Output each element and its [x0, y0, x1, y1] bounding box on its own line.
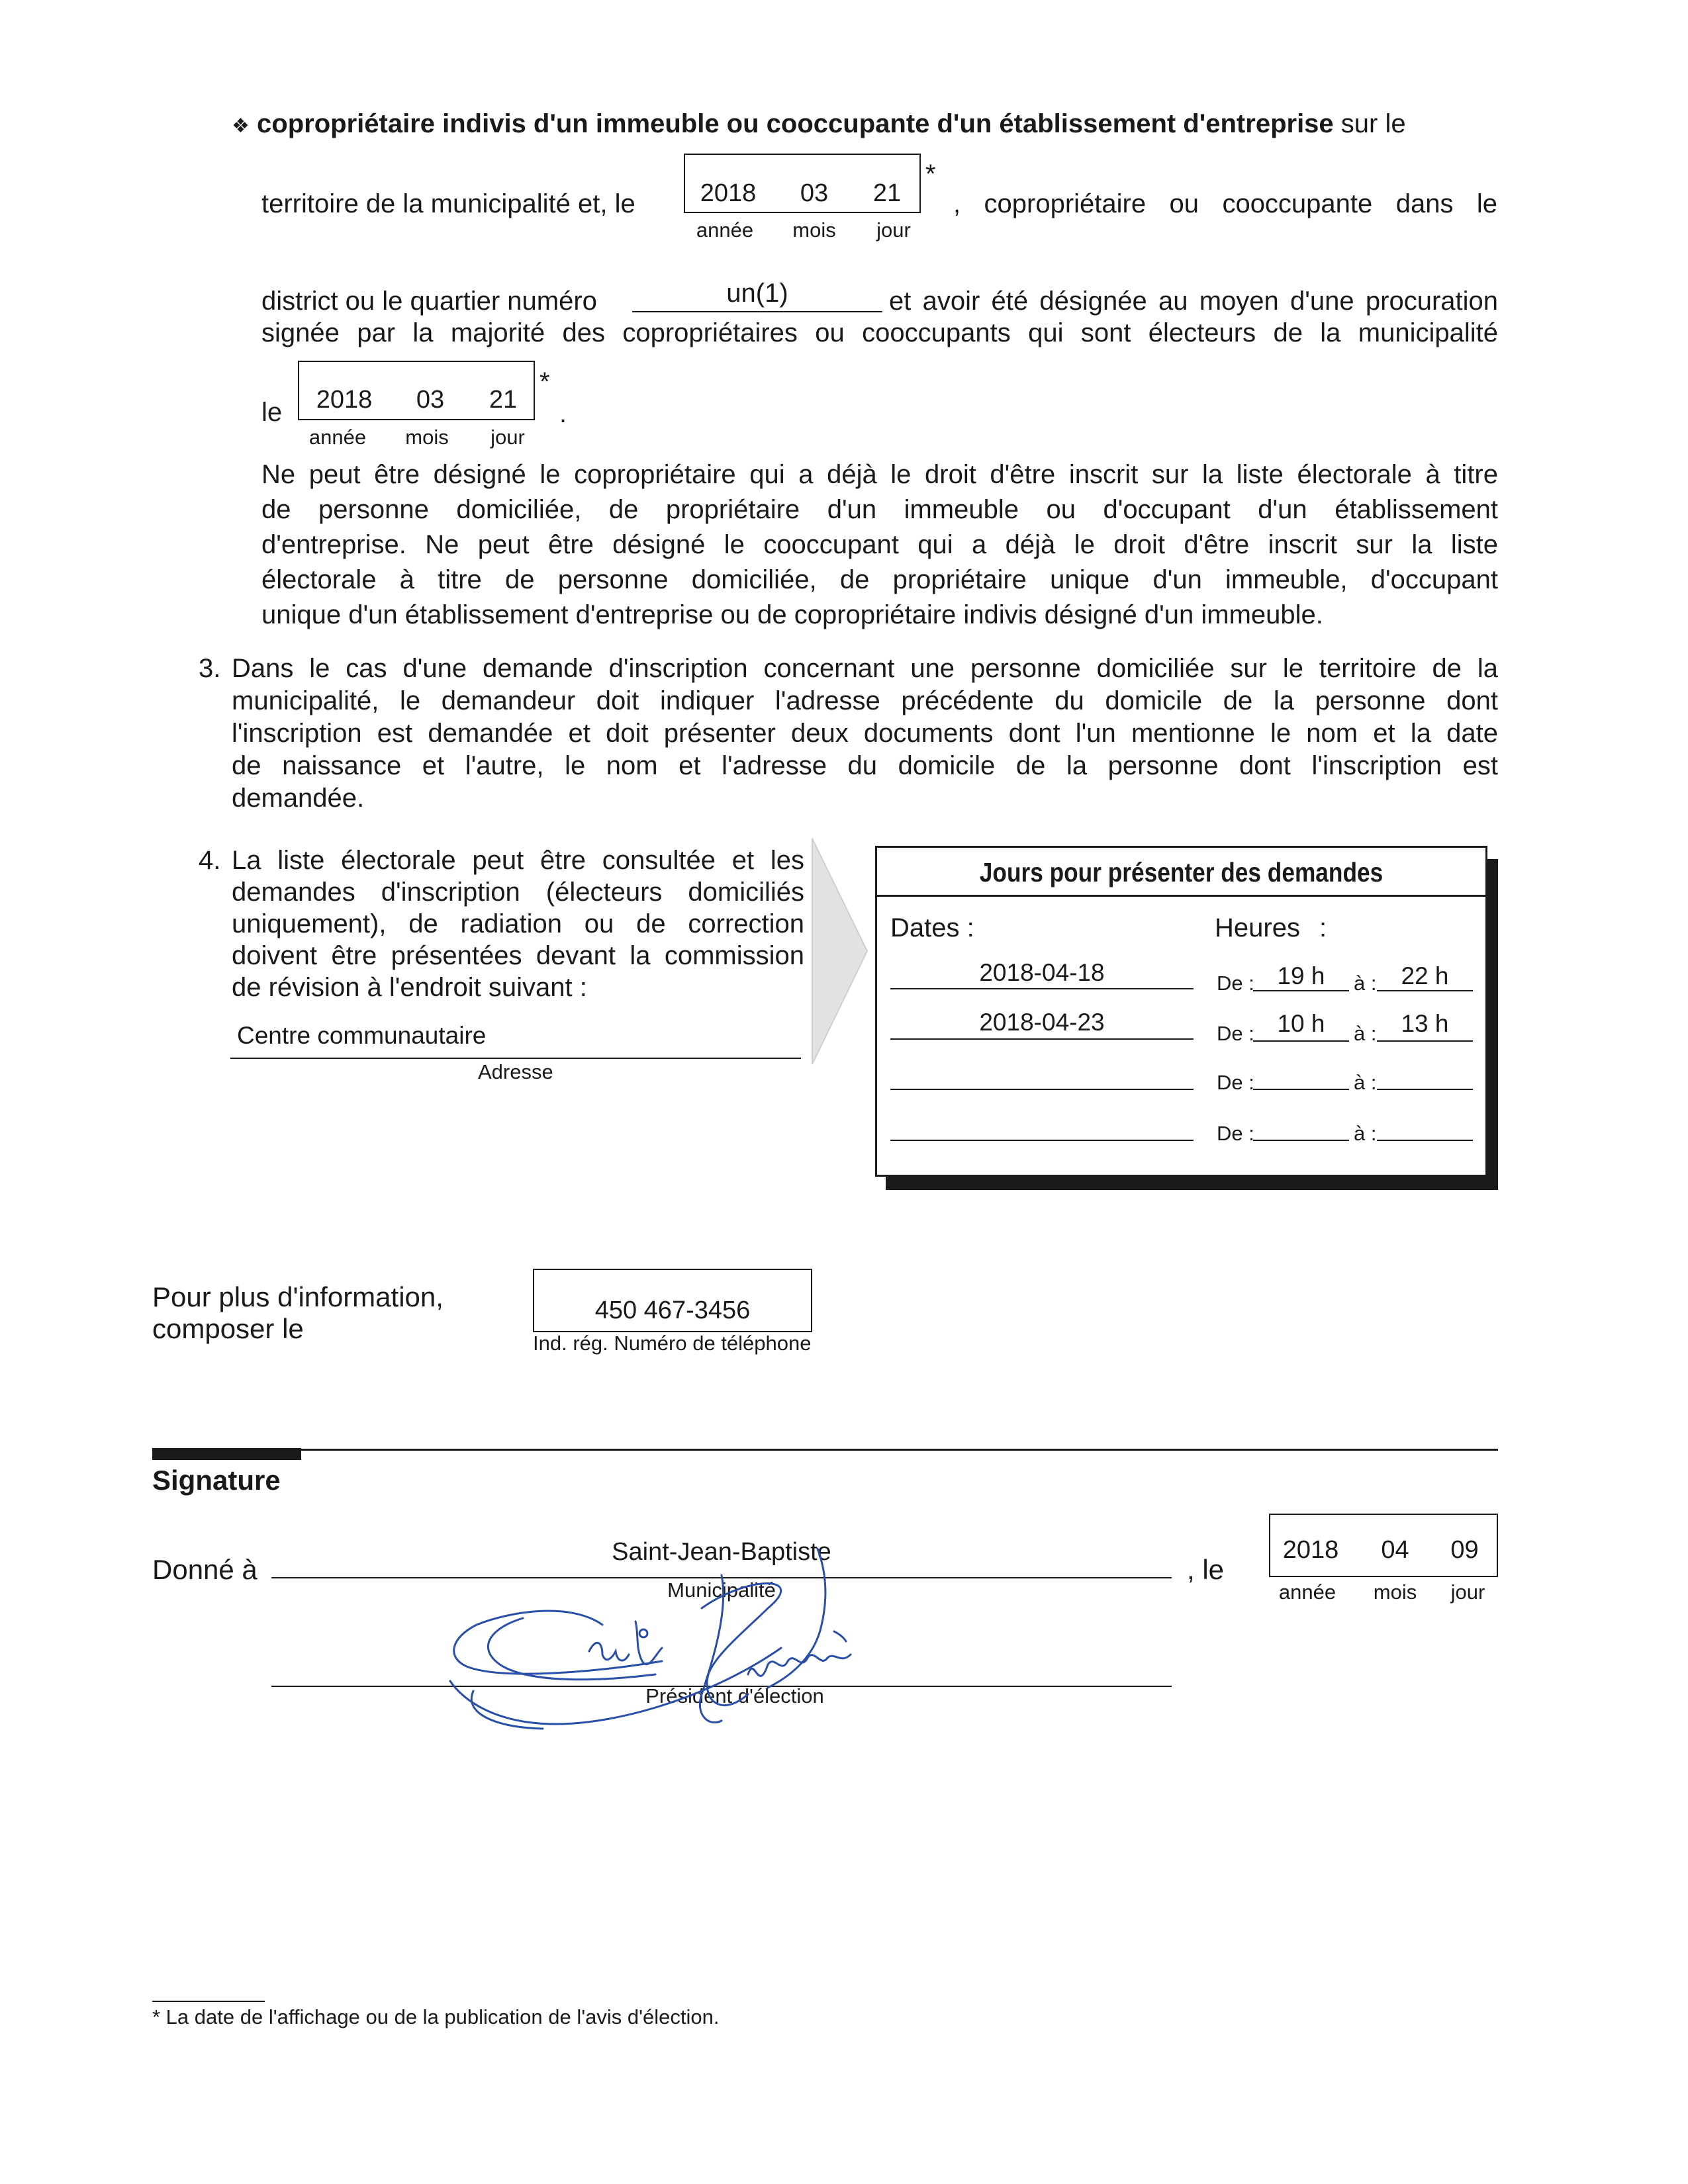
row3-from-underline	[1253, 1089, 1349, 1090]
note-line-2: de personne domiciliée, de propriétaire d'un immeuble ou d'occupant d'un établissement	[261, 495, 1498, 524]
sig-date-mois-label: mois	[1373, 1580, 1417, 1604]
item4-line-4: doivent être présentées devant la commission	[232, 941, 804, 970]
asterisk-1: *	[925, 159, 936, 189]
item3-line-2: municipalité, le demandeur doit indiquer l'adresse précédente du domicile de la personne dont	[232, 686, 1498, 715]
territoire-text: territoire de la municipalité et, le	[261, 189, 635, 218]
signature-rule	[301, 1449, 1498, 1451]
row2-de-label: De :	[1217, 1022, 1254, 1045]
hours-label: Heures :	[1215, 913, 1327, 942]
le-label: le	[261, 398, 283, 427]
row2-from: 10 h	[1277, 1010, 1325, 1037]
note-line-3: d'entreprise. Ne peut être désigné le cooccupant qui a déjà le droit d'être inscrit sur la liste	[261, 530, 1498, 559]
bullet-rest-text: sur le	[1340, 109, 1406, 138]
date2-annee: 2018	[316, 386, 373, 414]
item4-line-3: uniquement), de radiation ou de correction	[232, 909, 804, 938]
item4-number: 4.	[199, 846, 221, 875]
row2-to-underline	[1377, 1040, 1473, 1042]
address-label: Adresse	[478, 1060, 553, 1083]
municipality-value: Saint-Jean-Baptiste	[612, 1538, 831, 1566]
date1-jour: 21	[872, 179, 902, 207]
row4-date-underline	[890, 1140, 1194, 1141]
row4-de-label: De :	[1217, 1122, 1254, 1145]
sig-date-jour-label: jour	[1450, 1580, 1485, 1604]
footnote-text: * La date de l'affichage ou de la publication de l'avis d'élection.	[152, 2005, 720, 2028]
municipality-label: Municipalité	[667, 1578, 776, 1602]
note-line-1: Ne peut être désigné le copropriétaire qui a déjà le droit d'être inscrit sur la liste électorale à titre	[261, 460, 1498, 489]
coproprietaire-dans-text: , copropriétaire ou cooccupante dans le	[953, 189, 1497, 218]
handwritten-signature	[437, 1522, 900, 1741]
period: .	[559, 399, 567, 428]
date1-annee-label: année	[696, 218, 754, 242]
item4-line-5: de révision à l'endroit suivant :	[232, 973, 587, 1002]
row4-to-underline	[1377, 1140, 1473, 1141]
row1-a-label: à :	[1354, 972, 1377, 995]
date2-mois-label: mois	[405, 426, 449, 449]
procuration-text: et avoir été désignée au moyen d'une procuration	[889, 287, 1498, 316]
row3-date-underline	[890, 1089, 1194, 1090]
schedule-title: Jours pour présenter des demandes	[979, 857, 1383, 887]
date2-jour-label: jour	[491, 426, 525, 449]
date2-mois: 03	[416, 386, 445, 414]
item3-line-3: l'inscription est demandée et doit présenter deux documents dont l'un mentionne le nom et la date	[232, 719, 1498, 748]
diamond-bullet-icon: ❖	[232, 115, 250, 137]
row2-a-label: à :	[1354, 1022, 1377, 1045]
footnote-rule	[152, 2001, 265, 2002]
district-underline	[632, 311, 882, 312]
row4-from-underline	[1253, 1140, 1349, 1141]
item3-line-1: Dans le cas d'une demande d'inscription concernant une personne domiciliée sur le territoire de la	[232, 654, 1498, 683]
row2-to: 13 h	[1401, 1010, 1449, 1037]
date2-jour: 21	[489, 386, 518, 414]
district-number: un(1)	[726, 279, 788, 308]
signature-heading-bar	[152, 1448, 301, 1460]
note-line-5: unique d'un établissement d'entreprise ou de copropriétaire indivis désigné d'un immeuble.	[261, 600, 1323, 629]
president-label: Président d'élection	[645, 1684, 824, 1707]
row1-to: 22 h	[1401, 962, 1449, 989]
item4-line-1: La liste électorale peut être consultée et les	[232, 846, 804, 875]
row4-a-label: à :	[1354, 1122, 1377, 1145]
row3-a-label: à :	[1354, 1071, 1377, 1094]
note-line-4: électorale à titre de personne domiciliée, de propriétaire unique d'un immeuble, d'occupant	[261, 565, 1498, 594]
sig-date-jour: 09	[1450, 1536, 1479, 1564]
info-line-2: composer le	[152, 1313, 304, 1344]
district-text: district ou le quartier numéro	[261, 287, 597, 316]
info-line-1: Pour plus d'information,	[152, 1281, 444, 1312]
row3-de-label: De :	[1217, 1071, 1254, 1094]
item4-line-2: demandes d'inscription (électeurs domiciliés	[232, 878, 804, 907]
date2-annee-label: année	[308, 426, 367, 449]
item3-line-5: demandée.	[232, 784, 365, 813]
signee-text: signée par la majorité des copropriétaires ou cooccupants qui sont électeurs de la municipalité	[261, 318, 1498, 347]
phone-label: Ind. rég. Numéro de téléphone	[533, 1332, 812, 1355]
item3-line-4: de naissance et l'autre, le nom et l'adresse du domicile de la personne dont l'inscription est	[232, 751, 1498, 780]
sig-date-mois: 04	[1381, 1536, 1409, 1564]
row2-date: 2018-04-23	[979, 1009, 1105, 1036]
sig-le-label: , le	[1187, 1554, 1225, 1585]
row1-date: 2018-04-18	[979, 959, 1105, 986]
item3-number: 3.	[199, 654, 221, 683]
donne-a-label: Donné à	[152, 1554, 258, 1585]
address-value: Centre communautaire	[237, 1022, 487, 1049]
arrow-right-icon	[811, 837, 870, 1066]
row1-from: 19 h	[1277, 962, 1325, 989]
date1-annee: 2018	[700, 179, 757, 207]
row1-de-label: De :	[1217, 972, 1254, 995]
address-underline	[230, 1058, 801, 1059]
schedule-title-divider	[875, 895, 1487, 897]
row2-from-underline	[1253, 1040, 1349, 1042]
dates-label: Dates :	[890, 913, 974, 942]
row3-to-underline	[1377, 1089, 1473, 1090]
phone-number: 450 467-3456	[594, 1297, 751, 1324]
asterisk-2: *	[539, 367, 550, 396]
sig-date-annee-label: année	[1278, 1580, 1336, 1604]
bullet-bold-text: copropriétaire indivis d'un immeuble ou cooccupante d'un établissement d'entreprise	[257, 109, 1334, 138]
date1-jour-label: jour	[876, 218, 911, 242]
bullet-line	[232, 107, 1406, 143]
signature-heading: Signature	[152, 1465, 281, 1496]
date1-mois-label: mois	[792, 218, 836, 242]
sig-date-annee: 2018	[1282, 1536, 1339, 1564]
date1-mois: 03	[800, 179, 829, 207]
